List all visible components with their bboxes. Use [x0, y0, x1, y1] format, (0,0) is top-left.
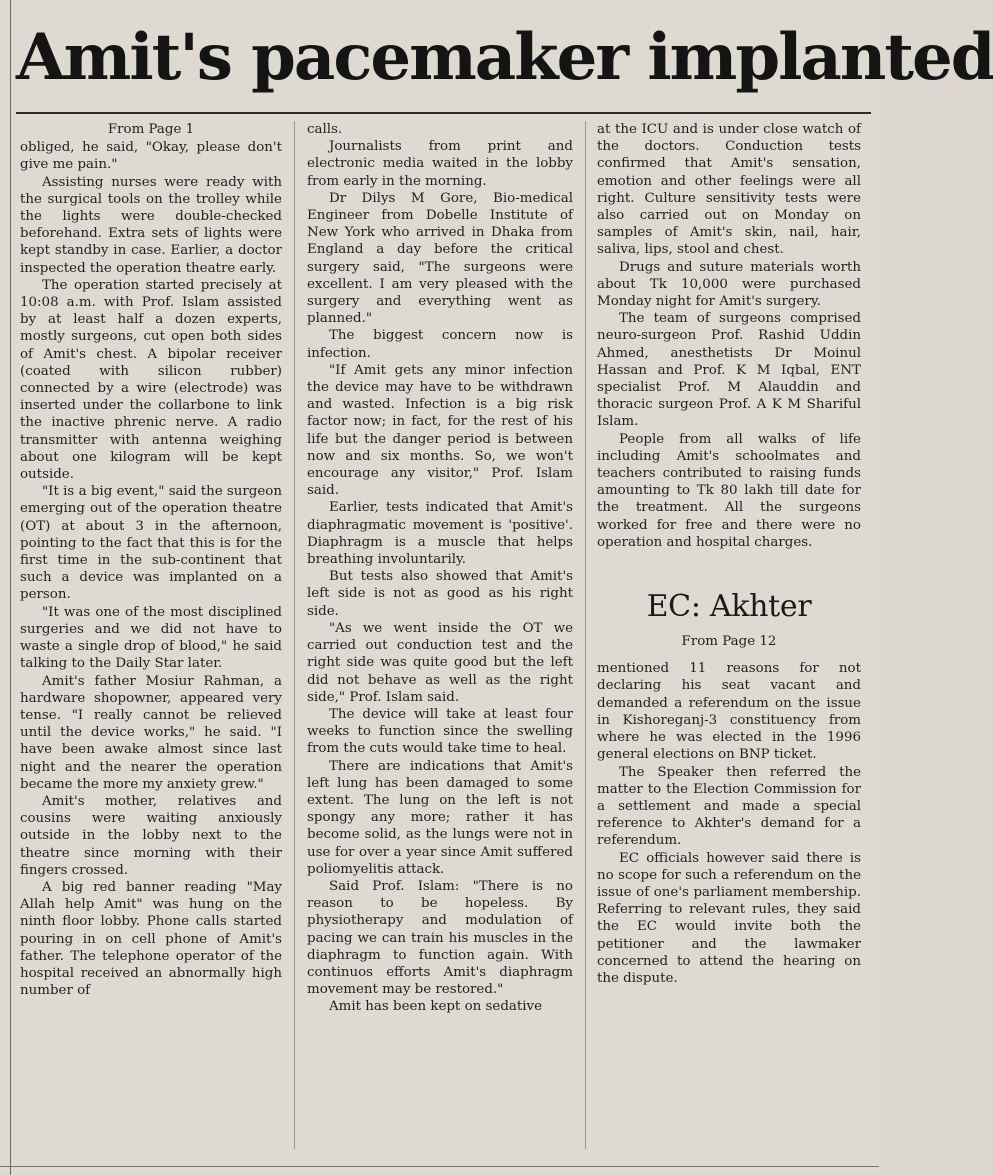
- main-headline: Amit's pacemaker implanted: [16, 20, 993, 95]
- paragraph: Assisting nurses were ready with the surgical tools on the trolley while the lights were double-checked beforehand. Extra sets of lights were kept standby in case. Earlier, a doctor inspected the operation theatre early.: [20, 174, 282, 276]
- paragraph: People from all walks of life including Amit's schoolmates and teachers contributed to raising funds amounting to Tk 80 lakh till date for the treatment. All the surgeons worked for free and there were no operation and hospital charges.: [597, 431, 861, 550]
- article-column-2: [307, 121, 573, 1016]
- paragraph: Amit has been kept on sedative: [329, 999, 543, 1015]
- secondary-headline: EC: Akhter: [646, 589, 812, 625]
- paragraph: calls.: [307, 122, 343, 137]
- paragraph: Drugs and suture materials worth about Tk 10,000 were purchased Monday night for Amit's surgery.: [597, 259, 861, 310]
- paragraph: Amit's father Mosiur Rahman, a hardware shopowner, appeared very tense. "I really cannot be relieved until the device works," he said. "I have been awake almost since last night and the nearer the operation became the more my anxiety grew.": [20, 673, 282, 792]
- paragraph: The operation started precisely at 10:08 a.m. with Prof. Islam assisted by at least half a dozen experts, mostly surgeons, cut open both sides of Amit's chest. A bipolar receiver (coated with silicon rubber) connected by a wire (electrode) was inserted under the collarbone to link the inactive phrenic nerve. A radio transmitter with antenna weighing about one kilogram will be kept outside.: [20, 277, 282, 483]
- paragraph: The biggest concern now is infection.: [307, 328, 573, 361]
- paragraph: The device will take at least four weeks to function since the swelling from the cuts would take time to heal.: [307, 706, 573, 757]
- paragraph: Earlier, tests indicated that Amit's diaphragmatic movement is 'positive'. Diaphragm is a muscle that helps breathing involuntarily.: [307, 500, 573, 568]
- paragraph: EC officials however said there is no scope for such a referendum on the issue of one's parliament membership. Referring to relevant rules, they said the EC would invite both the petitioner and the lawmaker concerned to attend the hearing on the dispute.: [597, 850, 861, 986]
- headline-rule: [16, 112, 871, 114]
- paragraph: Said Prof. Islam: "There is no reason to be hopeless. By physiotherapy and modulation of pacing we can train his muscles in the diaphragm to function again. With continuos efforts Amit's diaphragm movement may be restored.": [307, 878, 573, 998]
- secondary-jump-line: From Page 12: [681, 634, 777, 650]
- page-bottom-edge: [0, 1166, 879, 1167]
- paragraph: "If Amit gets any minor infection the device may have to be withdrawn and wasted. Infection is a big risk factor now; in fact, for the rest of his life but the danger period is between now and six months. So, we won't encourage any visitor," Prof. Islam said.: [307, 362, 573, 499]
- paragraph: But tests also showed that Amit's left side is not as good as his right side.: [307, 569, 573, 619]
- article-column-3: [597, 121, 861, 987]
- paragraph: Journalists from print and electronic media waited in the lobby from early in the morning.: [307, 139, 573, 189]
- paragraph: "It was one of the most disciplined surgeries and we did not have to waste a single drop of blood," he said talking to the Daily Star later.: [20, 604, 282, 672]
- paragraph: The team of surgeons comprised neuro-surgeon Prof. Rashid Uddin Ahmed, anesthetists Dr Moinul Hassan and Prof. K M Iqbal, ENT specialist Prof. M Alauddin and thoracic surgeon Prof. A K M Shariful Islam.: [597, 311, 861, 430]
- paragraph: Amit's mother, relatives and cousins were waiting anxiously outside in the lobby next to the theatre since morning with their fingers crossed.: [20, 793, 282, 878]
- paragraph: A big red banner reading "May Allah help Amit" was hung on the ninth floor lobby. Phone calls started pouring in on cell phone of Amit's father. The telephone operator of the hospital received an abnormally high number of: [20, 879, 282, 999]
- paragraph: at the ICU and is under close watch of the doctors. Conduction tests confirmed that Amit's sensation, emotion and other feelings were all right. Culture sensitivity tests were also carried out on Monday on samples of Amit's skin, nail, hair, saliva, lips, stool and chest.: [597, 122, 861, 258]
- column-divider-2: [585, 121, 586, 1149]
- paragraph: mentioned 11 reasons for not declaring his seat vacant and demanded a referendum on the issue in Kishoreganj-3 constituency from where he was elected in the 1996 general elections on BNP ticket.: [597, 661, 861, 763]
- paragraph: obliged, he said, "Okay, please don't give me pain.": [20, 140, 282, 173]
- jump-line: From Page 1: [107, 122, 195, 137]
- paragraph: "It is a big event," said the surgeon emerging out of the operation theatre (OT) at about 3 in the afternoon, pointing to the fact that this is for the first time in the sub-continent that such a device was implanted on a person.: [20, 484, 282, 603]
- page-left-edge: [10, 0, 11, 1175]
- paragraph: There are indications that Amit's left lung has been damaged to some extent. The lung on the left is not spongy any more; rather it has become solid, as the lungs were not in use for over a year since Amit suffered poliomyelitis attack.: [307, 758, 573, 877]
- article-column-1: [20, 121, 282, 999]
- paragraph: Dr Dilys M Gore, Bio-medical Engineer from Dobelle Institute of New York who arrived in Dhaka from England a day before the critical surgery said, "The surgeons were excellent. I am very pleased with the surgery and everything went as planned.": [307, 190, 573, 327]
- paragraph: The Speaker then referred the matter to the Election Commission for a settlement and made a special reference to Akhter's demand for a referendum.: [597, 764, 861, 849]
- column-divider-1: [294, 121, 295, 1149]
- paragraph: "As we went inside the OT we carried out conduction test and the right side was quite good but the left did not behave as well as the right side," Prof. Islam said.: [307, 620, 573, 705]
